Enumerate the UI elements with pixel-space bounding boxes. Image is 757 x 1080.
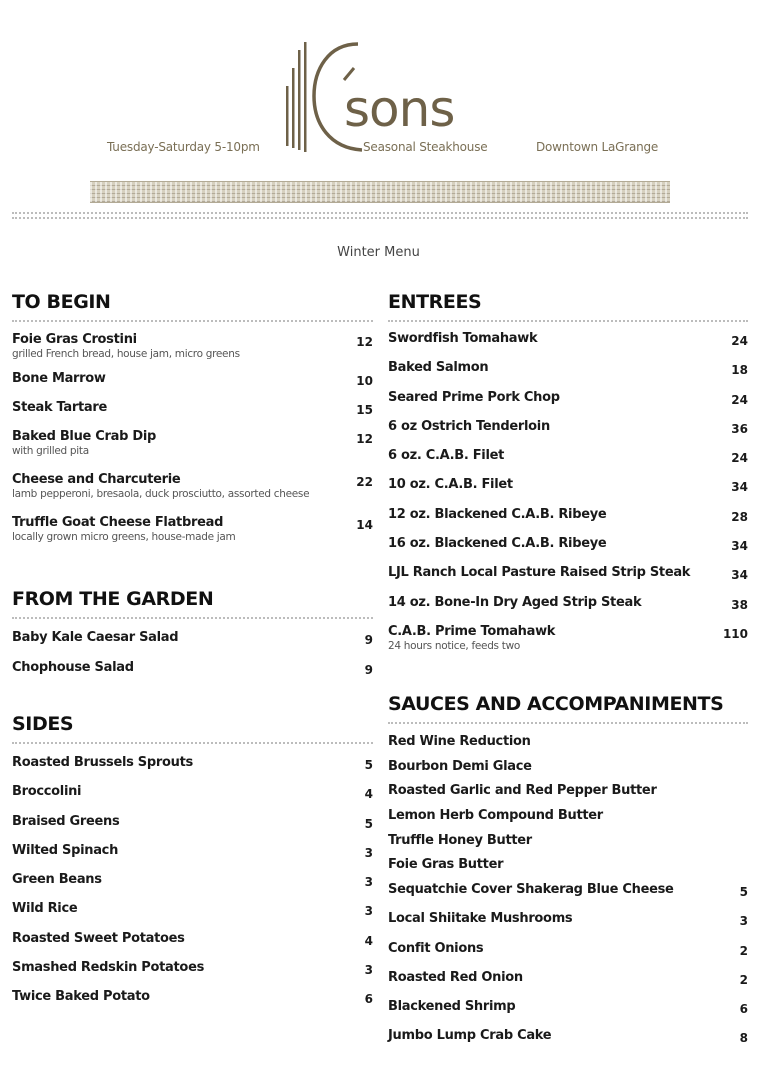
menu-item: [388, 390, 748, 419]
item-price: 36: [731, 421, 748, 436]
item-price: 4: [364, 933, 373, 948]
menu-item: [388, 911, 748, 940]
menu-item: [388, 536, 748, 565]
item-price: 2: [739, 972, 748, 987]
menu-item: [12, 371, 373, 400]
item-name: Green Beans: [12, 872, 102, 888]
item-name: Cheese and Charcuterie: [12, 472, 181, 487]
menu-item: [12, 989, 373, 1011]
item-name: Baked Salmon: [388, 360, 489, 376]
item-name: Foie Gras Crostini: [12, 332, 137, 347]
item-name: Truffle Honey Butter: [388, 832, 532, 848]
divider: [12, 212, 748, 214]
section-title: TO BEGIN: [12, 291, 373, 322]
item-name: Swordfish Tomahawk: [388, 331, 538, 346]
section-sides: [12, 713, 373, 1011]
item-name: Roasted Brussels Sprouts: [12, 755, 193, 770]
menu-item: [12, 472, 373, 515]
section-from-the-garden: [12, 588, 373, 690]
item-name: Smashed Redskin Potatoes: [12, 960, 205, 976]
item-name: Jumbo Lump Crab Cake: [388, 1028, 552, 1044]
item-price: 2: [739, 943, 748, 958]
menu-item: [388, 477, 748, 506]
item-name: Roasted Sweet Potatoes: [12, 930, 185, 946]
item-name: Blackened Shrimp: [388, 998, 516, 1014]
item-price: 15: [356, 403, 373, 417]
item-name: Steak Tartare: [12, 400, 108, 415]
item-price: 9: [364, 633, 373, 647]
logo-wordmark: sons: [344, 80, 455, 138]
item-price: 3: [364, 845, 373, 860]
item-price: 3: [739, 914, 748, 929]
item-price: 10: [356, 374, 373, 388]
menu-item: [388, 1028, 748, 1050]
item-price: 38: [731, 597, 748, 612]
item-name: 12 oz. Blackened C.A.B. Ribeye: [388, 506, 607, 522]
menu-item: [12, 660, 373, 690]
menu-item: [12, 400, 373, 429]
menu-item: [12, 332, 373, 371]
item-price: 4: [364, 787, 373, 802]
section-title: SIDES: [12, 713, 373, 744]
item-name: Bone Marrow: [12, 371, 106, 386]
item-price: 6: [739, 1001, 748, 1016]
section-title: SAUCES AND ACCOMPANIMENTS: [388, 693, 748, 724]
menu-item: [12, 755, 373, 784]
menu-item: [388, 999, 748, 1028]
item-price: 110: [722, 626, 748, 641]
menu-item: [388, 448, 748, 477]
restaurant-logo: [280, 38, 490, 156]
item-price: 34: [731, 539, 748, 554]
item-price: 3: [364, 963, 373, 978]
item-price: 12: [356, 335, 373, 349]
item-description: grilled French bread, house jam, micro greens: [12, 348, 240, 360]
item-price: 9: [364, 663, 373, 677]
item-name: Truffle Goat Cheese Flatbread: [12, 515, 224, 530]
item-description: locally grown micro greens, house-made jam: [12, 531, 236, 543]
menu-item: [388, 595, 748, 624]
item-price: 5: [364, 758, 373, 772]
menu-item: [388, 734, 748, 759]
location-text: Downtown LaGrange: [536, 140, 659, 154]
item-name: Wild Rice: [12, 901, 78, 917]
menu-item: [12, 515, 373, 547]
item-description: lamb pepperoni, bresaola, duck prosciutto, assorted cheese: [12, 488, 310, 500]
decorative-band: [90, 181, 670, 203]
menu-item: [12, 931, 373, 960]
item-name: Broccolini: [12, 784, 82, 800]
menu-item: [12, 814, 373, 843]
item-name: Twice Baked Potato: [12, 989, 150, 1005]
item-price: 3: [364, 904, 373, 919]
item-name: Bourbon Demi Glace: [388, 758, 532, 774]
item-name: Red Wine Reduction: [388, 734, 531, 749]
item-price: 3: [364, 875, 373, 890]
item-price: 24: [731, 334, 748, 348]
item-price: 34: [731, 568, 748, 583]
menu-item: [388, 857, 748, 882]
item-price: 22: [356, 475, 373, 489]
menu-item: [12, 630, 373, 660]
section-sauces-and-accompaniments: [388, 693, 748, 1050]
item-price: 12: [356, 432, 373, 446]
hours-text: Tuesday-Saturday 5-10pm: [107, 140, 260, 154]
item-price: 5: [364, 816, 373, 831]
item-name: LJL Ranch Local Pasture Raised Strip Steak: [388, 565, 691, 581]
item-name: Local Shiitake Mushrooms: [388, 911, 573, 927]
item-price: 6: [364, 992, 373, 1007]
menu-item: [388, 360, 748, 389]
menu-item: [12, 843, 373, 872]
item-name: Baked Blue Crab Dip: [12, 429, 156, 444]
menu-item: [388, 783, 748, 808]
menu-item: [12, 960, 373, 989]
menu-item: [388, 565, 748, 594]
item-description: with grilled pita: [12, 445, 89, 457]
menu-item: [388, 759, 748, 784]
menu-item: [388, 941, 748, 970]
item-name: Confit Onions: [388, 940, 484, 956]
menu-title: Winter Menu: [337, 245, 420, 260]
item-price: 8: [739, 1031, 748, 1046]
item-name: Sequatchie Cover Shakerag Blue Cheese: [388, 882, 674, 898]
item-description: 24 hours notice, feeds two: [388, 639, 520, 652]
menu-item: [12, 784, 373, 813]
section-to-begin: [12, 291, 373, 547]
item-name: Braised Greens: [12, 813, 120, 829]
item-name: Baby Kale Caesar Salad: [12, 630, 179, 645]
item-price: 28: [731, 509, 748, 524]
item-price: 14: [356, 518, 373, 532]
menu-item: [388, 833, 748, 858]
item-name: 16 oz. Blackened C.A.B. Ribeye: [388, 536, 607, 552]
menu-item: [388, 331, 748, 360]
item-price: 24: [731, 392, 748, 407]
item-name: Roasted Garlic and Red Pepper Butter: [388, 783, 657, 799]
menu-item: [388, 419, 748, 448]
tagline-text: Seasonal Steakhouse: [363, 140, 488, 154]
item-name: Wilted Spinach: [12, 842, 119, 858]
menu-item: [388, 808, 748, 833]
menu-item: [12, 872, 373, 901]
menu-item: [12, 429, 373, 472]
item-name: 6 oz. C.A.B. Filet: [388, 448, 505, 464]
item-name: 14 oz. Bone-In Dry Aged Strip Steak: [388, 594, 642, 610]
menu-item: [388, 882, 748, 911]
menu-item: [388, 624, 748, 656]
section-title: ENTREES: [388, 291, 748, 322]
item-name: Lemon Herb Compound Butter: [388, 808, 603, 824]
item-price: 18: [731, 363, 748, 378]
item-price: 34: [731, 480, 748, 495]
divider: [12, 217, 748, 219]
item-name: 10 oz. C.A.B. Filet: [388, 477, 513, 493]
item-name: Seared Prime Pork Chop: [388, 389, 560, 405]
menu-item: [12, 901, 373, 930]
menu-item: [388, 970, 748, 999]
item-name: Foie Gras Butter: [388, 857, 504, 873]
menu-item: [388, 507, 748, 536]
item-name: C.A.B. Prime Tomahawk: [388, 623, 556, 639]
section-title: FROM THE GARDEN: [12, 588, 373, 619]
item-price: 5: [739, 885, 748, 900]
item-name: 6 oz Ostrich Tenderloin: [388, 418, 550, 434]
item-name: Roasted Red Onion: [388, 969, 523, 985]
item-price: 24: [731, 451, 748, 466]
section-entrees: [388, 291, 748, 656]
item-name: Chophouse Salad: [12, 660, 134, 675]
